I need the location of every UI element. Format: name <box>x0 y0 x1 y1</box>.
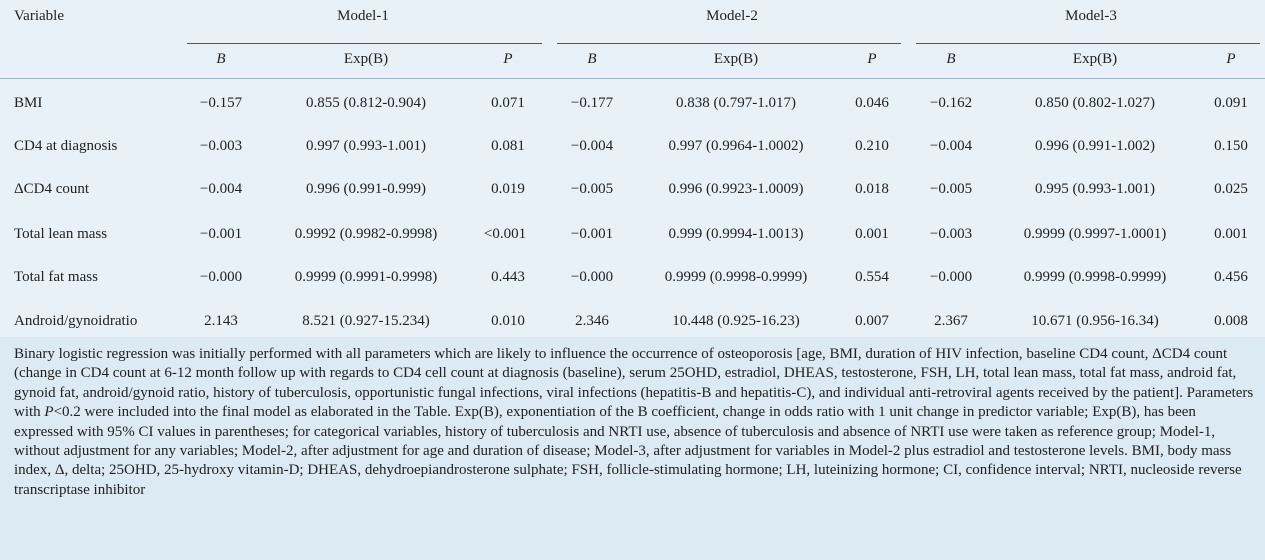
m1-p-header: P <box>503 51 513 67</box>
model-1-header-rule <box>187 43 542 44</box>
m1-exp-cell: 0.9992 (0.9982-0.9998) <box>294 226 438 242</box>
m3-b-header: B <box>946 51 956 67</box>
m3-exp-cell: 0.996 (0.991-1.002) <box>1035 138 1155 154</box>
model-1-header: Model-1 <box>337 8 389 24</box>
m3-exp-cell: 0.9999 (0.9997-1.0001) <box>1023 226 1167 242</box>
m3-b-cell: −0.005 <box>929 181 973 197</box>
m3-b-cell: −0.000 <box>929 269 973 285</box>
m2-b-cell: −0.004 <box>570 138 614 154</box>
m2-p-header: P <box>867 51 877 67</box>
m2-b-header: B <box>587 51 597 67</box>
m3-exp-header: Exp(B) <box>1072 51 1118 67</box>
m2-p-cell: 0.210 <box>855 138 889 154</box>
m1-exp-cell: 0.9999 (0.9991-0.9998) <box>294 269 438 285</box>
model-3-header: Model-3 <box>1065 8 1117 24</box>
m2-b-cell: −0.000 <box>570 269 614 285</box>
row-label: Total fat mass <box>14 269 98 285</box>
m3-p-cell: 0.150 <box>1214 138 1248 154</box>
m2-p-cell: 0.018 <box>855 181 889 197</box>
m3-b-cell: 2.367 <box>934 313 968 329</box>
m3-exp-cell: 10.671 (0.956-16.34) <box>1031 313 1159 329</box>
m1-p-cell: 0.010 <box>491 313 525 329</box>
m1-b-cell: −0.001 <box>199 226 243 242</box>
row-label: Android/gynoidratio <box>14 313 138 329</box>
m2-b-cell: 2.346 <box>575 313 609 329</box>
table-footnote <box>14 345 1254 500</box>
row-label: CD4 at diagnosis <box>14 138 118 154</box>
footnote-part-2: <0.2 were included into the final model as elaborated in the Table. Exp(B), exponentiation of the B coefficient, change in odds ratio with 1 unit change in predictor variable; Exp(B), has been expressed with 95% CI values in parentheses; for categorical variables, history of tuberculosis and NRTI use, absence of tuberculosis and absence of NRTI use were taken as reference group; Model-1, without adjustment for any variables; Model-2, after adjustment for age and duration of disease; Model-3, after adjustment for variables in Model-2 plus estradiol and testosterone levels. BMI, body mass index, Δ, delta; 25OHD, 25-hydroxy vitamin-D; DHEAS, dehydroepiandrosterone sulphate; FSH, follicle-stimulating hormone; LH, luteinizing hormone; CI, confidence interval; NRTI, nucleoside reverse transcriptase inhibitor <box>14 404 1242 498</box>
m1-b-cell: −0.157 <box>199 95 243 111</box>
row-label: BMI <box>14 95 43 111</box>
m3-exp-cell: 0.9999 (0.9998-0.9999) <box>1023 269 1167 285</box>
m2-p-cell: 0.554 <box>855 269 889 285</box>
m2-exp-cell: 0.9999 (0.9998-0.9999) <box>664 269 808 285</box>
m2-b-cell: −0.001 <box>570 226 614 242</box>
m1-b-cell: 2.143 <box>204 313 238 329</box>
m3-b-cell: −0.003 <box>929 226 973 242</box>
header-divider <box>0 78 1265 79</box>
model-2-header: Model-2 <box>706 8 758 24</box>
m1-b-cell: −0.000 <box>199 269 243 285</box>
variable-header: Variable <box>14 8 64 24</box>
m2-exp-cell: 0.997 (0.9964-1.0002) <box>668 138 804 154</box>
m1-b-header: B <box>216 51 226 67</box>
m3-exp-cell: 0.995 (0.993-1.001) <box>1035 181 1155 197</box>
m2-exp-cell: 0.838 (0.797-1.017) <box>676 95 796 111</box>
footnote-p-symbol: P <box>44 404 54 421</box>
m2-p-cell: 0.001 <box>855 226 889 242</box>
m2-b-cell: −0.177 <box>570 95 614 111</box>
m1-p-cell: 0.071 <box>491 95 525 111</box>
model-3-header-rule <box>916 43 1260 44</box>
m3-b-cell: −0.004 <box>929 138 973 154</box>
m1-b-cell: −0.004 <box>199 181 243 197</box>
m3-p-cell: 0.001 <box>1214 226 1248 242</box>
m3-p-cell: 0.008 <box>1214 313 1248 329</box>
footnote-part-1: Binary logistic regression was initially performed with all parameters which are likely to influence the occurrence of osteoporosis [age, BMI, duration of HIV infection, baseline CD4 count, ΔCD4 count (change in CD4 count at 6-12 month follow up with regards to CD4 cell count at diagnosis (baseline), serum 25OHD, estradiol, DHEAS, testosterone, FSH, LH, total lean mass, total fat mass, android fat, gynoid fat, android/gynoid ratio, history of tuberculosis, opportunistic fungal infections, viral infections (hepatitis-B and hepatitis-C), and individual anti-retroviral agents received by the patient]. Parameters with <box>14 346 1254 421</box>
m1-b-cell: −0.003 <box>199 138 243 154</box>
m1-p-cell: 0.081 <box>491 138 525 154</box>
m1-exp-cell: 0.997 (0.993-1.001) <box>306 138 426 154</box>
row-label: ΔCD4 count <box>14 181 90 197</box>
m1-exp-cell: 8.521 (0.927-15.234) <box>302 313 430 329</box>
m1-exp-cell: 0.996 (0.991-0.999) <box>306 181 426 197</box>
m2-p-cell: 0.007 <box>855 313 889 329</box>
m3-exp-cell: 0.850 (0.802-1.027) <box>1035 95 1155 111</box>
m1-p-cell: 0.019 <box>491 181 525 197</box>
m2-exp-header: Exp(B) <box>713 51 759 67</box>
m2-exp-cell: 0.999 (0.9994-1.0013) <box>668 226 804 242</box>
model-2-header-rule <box>557 43 901 44</box>
row-label: Total lean mass <box>14 226 108 242</box>
m2-b-cell: −0.005 <box>570 181 614 197</box>
m2-exp-cell: 10.448 (0.925-16.23) <box>672 313 800 329</box>
m3-p-cell: 0.456 <box>1214 269 1248 285</box>
m2-p-cell: 0.046 <box>855 95 889 111</box>
m1-exp-cell: 0.855 (0.812-0.904) <box>306 95 426 111</box>
m3-p-cell: 0.025 <box>1214 181 1248 197</box>
m3-b-cell: −0.162 <box>929 95 973 111</box>
m1-p-cell: 0.443 <box>491 269 525 285</box>
m1-p-cell: <0.001 <box>483 226 527 242</box>
m3-p-cell: 0.091 <box>1214 95 1248 111</box>
m3-p-header: P <box>1226 51 1236 67</box>
m1-exp-header: Exp(B) <box>343 51 389 67</box>
m2-exp-cell: 0.996 (0.9923-1.0009) <box>668 181 804 197</box>
